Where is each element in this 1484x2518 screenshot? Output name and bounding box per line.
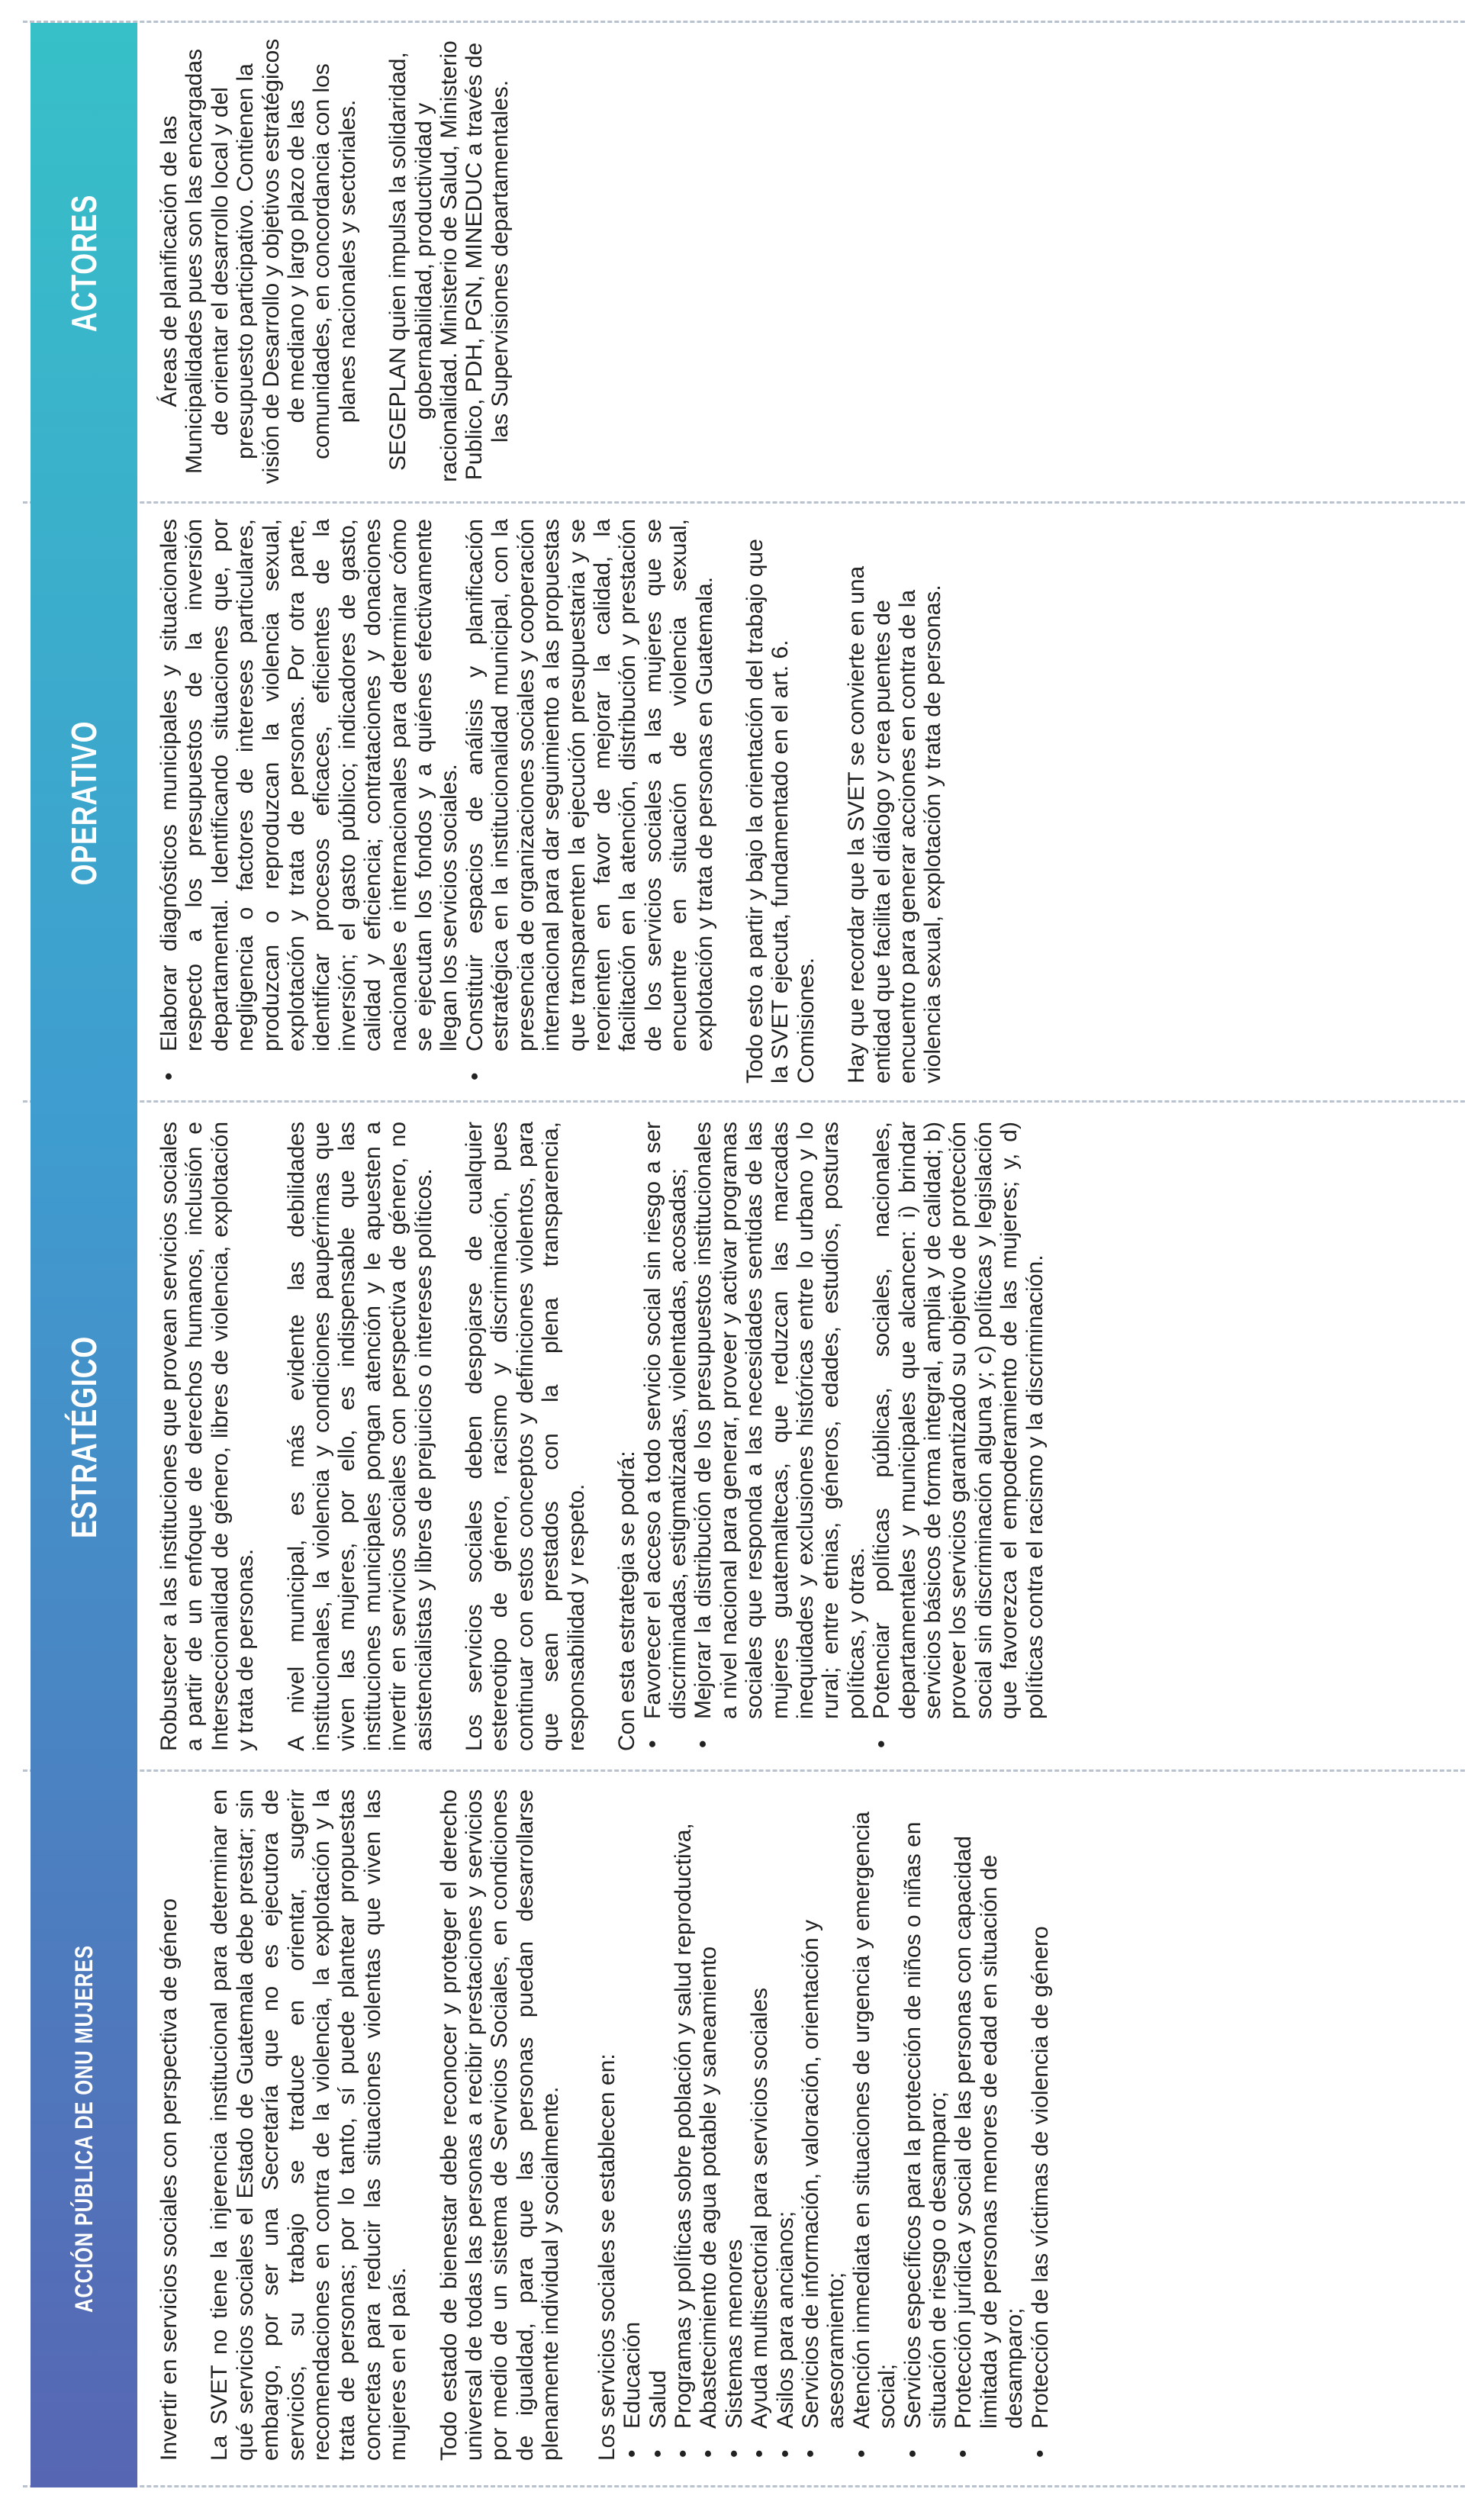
list-item: • Mejorar la distribución de los presupuestos institucionales a nivel nacional para generar, proveer y activar programas sociales que responda a las necesidades sentidas de las mujeres guatemaltecas, que reduzcan las marcadas inequidades y exclusiones históricas entre lo urbano y lo rural; entre etnias, géneros, edades, estudios, posturas políticas, y otras. <box>690 1122 869 1751</box>
list-item: • Programas y políticas sobre población y salud reproductiva, <box>671 1789 696 2461</box>
table-header <box>31 23 137 2487</box>
header-accion-publica: ACCIÓN PÚBLICA DE ONU MUJERES <box>70 1945 98 2313</box>
accion-paragraph: Todo estado de bienestar debe reconocer y proteger el derecho universal de todas las personas a recibir prestaciones y servicios por medio de un sistema de Servicios Sociales, en condiciones de igualdad, para que las personas puedan desarrollarse plenamente individual y socialmente. <box>436 1789 564 2461</box>
list-item: • Atención inmediata en situaciones de urgencia y emergencia social; <box>849 1789 900 2461</box>
estrategico-list-title: Con esta estrategia se podrá: <box>614 1451 640 1751</box>
list-item: • Ayuda multisectorial para servicios sociales <box>747 1789 772 2461</box>
list-item: • Potenciar políticas públicas, sociales, nacionales, departamentales y municipales que alcancen: i) brindar servicios básicos de forma integral, amplia y de calidad; b) proveer los servicios garantizado su objetivo de protección social sin discriminación alguna y; c) políticas y legislación que favorezca el empoderamiento de las mujeres; y, d) políticas contra el racismo y la discriminación. <box>869 1122 1048 1751</box>
list-item: • Protección de las víctimas de violencia de género <box>1028 1789 1053 2461</box>
table-left-edge <box>23 2485 1465 2487</box>
list-item: • Abastecimiento de agua potable y saneamiento <box>696 1789 721 2461</box>
list-item: • Elaborar diagnósticos municipales y situacionales respecto a los presupuestos de la inversión departamental. Identificando situaciones que, por negligencia o factores de intereses particulares, produzcan o reproduzcan la violencia sexual, explotación y trata de personas. Por otra parte, identificar procesos eficaces, eficientes de la inversión; el gasto público; indicadores de gasto, calidad y eficiencia; contrataciones y donaciones nacionales e internacionales para determinar cómo se ejecutan los fondos y a quiénes efectivamente llegan los servicios sociales. <box>156 519 462 1084</box>
accion-paragraph: La SVET no tiene la injerencia institucional para determinar en qué servicios sociales el Estado de Guatemala debe prestar; sin embargo, por ser una Secretaría que no es ejecutora de servicios, su trabajo se traduce en orientar, sugerir recomendaciones en contra de la violencia, la explotación y la trata de personas; por lo tanto, sí puede plantear propuestas concretas para reducir las situaciones violentas que viven las mujeres en el país. <box>207 1789 411 2461</box>
actores-paragraph: SEGEPLAN quien impulsa la solidaridad, gobernabilidad, productividad y racionalidad. Ministerio de Salud, Ministerio Publico, PDH, PGN, MINEDUC a través de las Supervisiones departamentales. <box>385 40 513 482</box>
list-item: • Constituir espacios de análisis y planificación estratégica en la institucionalidad municipal, con la presencia de organizaciones sociales y cooperación internacional para dar seguimiento a las propuestas que transparenten la ejecución presupuestaria y se reorienten en favor de mejorar la calidad, la facilitación en la atención, distribución y prestación de los servicios sociales a las mujeres que se encuentre en situación de violencia sexual, explotación y trata de personas en Guatemala. <box>462 519 717 1084</box>
actores-paragraph: Áreas de planificación de las Municipalidades pues son las encargadas de orientar el desarrollo local y del presupuesto participativo. Contienen la visión de Desarrollo y objetivos estratégicos de mediano y largo plazo de las comunidades, en concordancia con los planes nacionales y sectoriales. <box>156 38 360 485</box>
estrategia-list <box>640 1122 1048 1751</box>
column-operativo <box>156 519 971 1084</box>
list-item: • Educación <box>620 1789 645 2461</box>
list-item: • Servicios de información, valoración, orientación y asesoramiento; <box>798 1789 849 2461</box>
list-item: • Asilos para ancianos; <box>773 1789 798 2461</box>
column-accion-publica <box>156 1789 1053 2461</box>
column-divider <box>23 501 1465 504</box>
operativo-list <box>156 519 717 1084</box>
list-item: • Servicios específicos para la protección de niños o niñas en situación de riesgo o desamparo; <box>900 1789 951 2461</box>
column-divider <box>23 1100 1465 1103</box>
column-estrategico <box>156 1122 1048 1751</box>
list-item: • Salud <box>645 1789 671 2461</box>
header-operativo: OPERATIVO <box>64 720 104 886</box>
header-actores: ACTORES <box>64 194 104 333</box>
estrategico-paragraph: A nivel municipal, es más evidente las debilidades institucionales, la violencia y condiciones paupérrimas que viven las mujeres, por ello, es indispensable que las instituciones municipales pongan atención y le apuesten a invertir en servicios sociales con perspectiva de género, no asistencialistas y libres de prejuicios o intereses políticos. <box>283 1122 436 1751</box>
list-item: • Sistemas menores <box>722 1789 747 2461</box>
operativo-paragraph: Hay que recordar que la SVET se convierte en una entidad que facilita el diálogo y crea puentes de encuentro para generar acciones en contra de la violencia sexual, explotación y trata de personas. <box>844 565 946 1084</box>
servicios-list <box>620 1789 1053 2461</box>
header-estrategico: ESTRATÉGICO <box>64 1335 104 1539</box>
list-item: • Favorecer el acceso a todo servicio social sin riesgo a ser discriminadas, estigmatizadas, violentadas, acosadas; <box>640 1122 691 1751</box>
accion-list-title: Los servicios sociales se establecen en: <box>594 2053 620 2461</box>
table-right-edge <box>23 21 1465 23</box>
operativo-paragraph: Todo esto a partir y bajo la orientación del trabajo que la SVET ejecuta, fundamentado en el art. 6. Comisiones. <box>742 539 819 1084</box>
column-actores <box>156 38 538 485</box>
column-divider <box>23 1769 1465 1772</box>
estrategico-paragraph: Robustecer a las instituciones que provean servicios sociales a partir de un enfoque de derechos humanos, inclusión e Interseccionalidad de género, libres de violencia, explotación y trata de personas. <box>156 1122 259 1751</box>
list-item: • Protección jurídica y social de las personas con capacidad limitada y de personas menores de edad en situación de desamparo; <box>951 1789 1027 2461</box>
estrategico-paragraph: Los servicios sociales deben despojarse de cualquier estereotipo de género, racismo y discriminación, pues continuar con estos conceptos y definiciones violentos, para que sean prestados con la plena transparencia, responsabilidad y respeto. <box>462 1122 589 1751</box>
accion-intro: Invertir en servicios sociales con perspectiva de género <box>156 1898 182 2461</box>
